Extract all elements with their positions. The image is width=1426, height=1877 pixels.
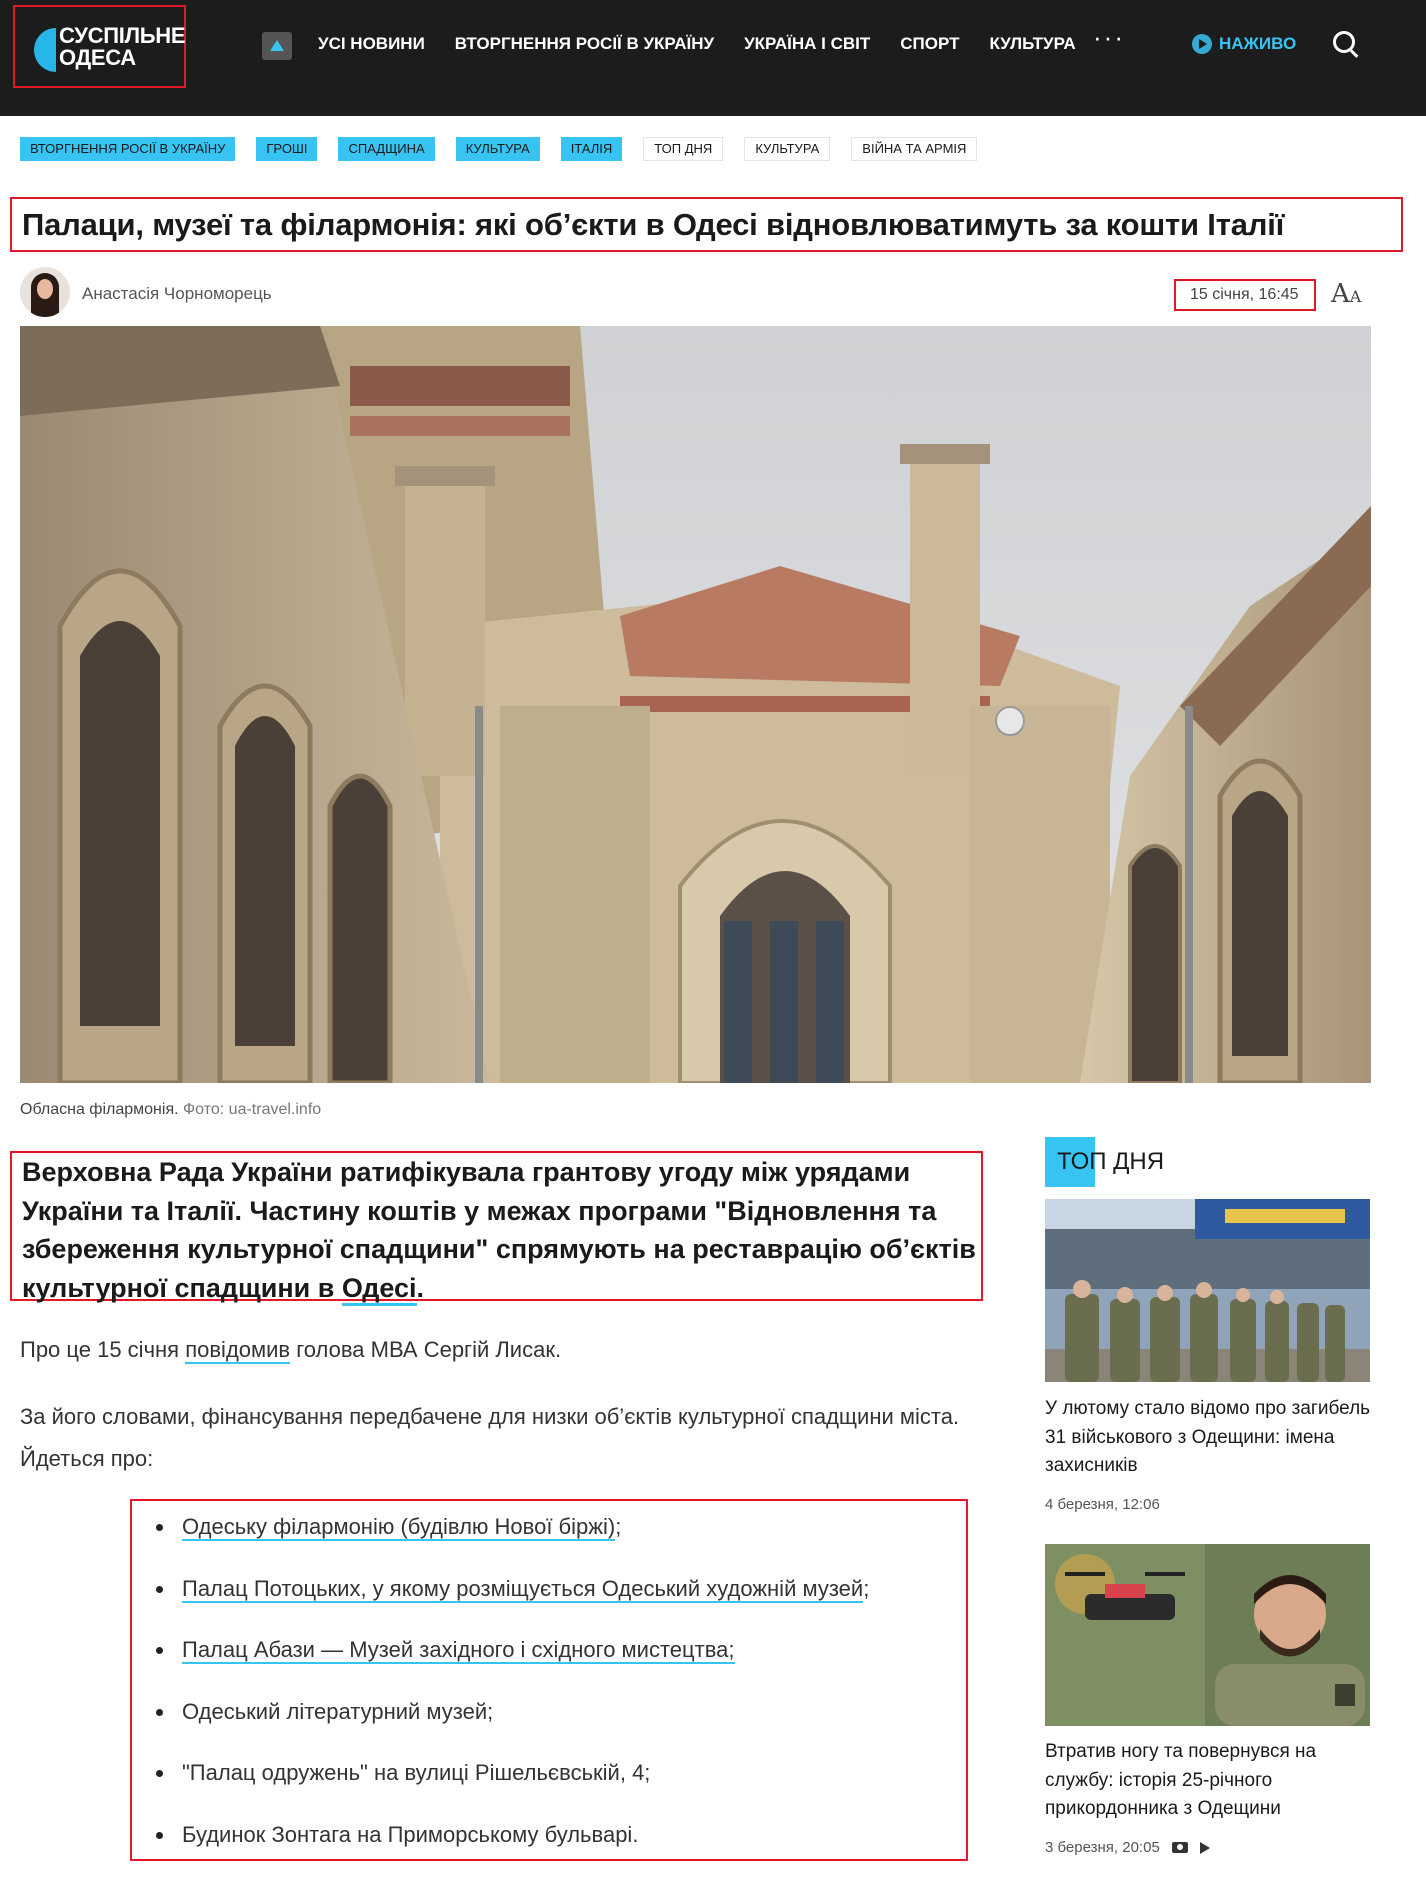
sidebar-heading	[1045, 1137, 1164, 1187]
list-item	[152, 1570, 869, 1632]
article-title: Палаци, музеї та філармонія: які об’єкти в Одесі відновлюватимуть за кошти Італії	[22, 207, 1284, 243]
tag-list	[20, 137, 998, 161]
author-avatar[interactable]	[20, 267, 70, 317]
sidebar-card-1-image[interactable]	[1045, 1199, 1370, 1382]
font-size-small: A	[1350, 287, 1362, 306]
list-item: "Палац одружень" на вулиці Рішельєвській, 4;	[152, 1754, 869, 1816]
list-item	[152, 1508, 869, 1570]
p1-text-after: голова МВА Сергій Лисак.	[290, 1337, 561, 1362]
play-icon	[1192, 34, 1212, 54]
sidebar-card-1-title[interactable]: У лютому стало відомо про загибель 31 військового з Одещини: імена захисників	[1045, 1395, 1375, 1481]
heritage-list-container	[130, 1499, 968, 1861]
tag-war-army[interactable]: ВІЙНА ТА АРМІЯ	[851, 137, 977, 161]
nav-item-sport[interactable]: СПОРТ	[900, 33, 959, 55]
logo-mark-icon	[34, 28, 56, 72]
sidebar-heading-text: ТОП ДНЯ	[1045, 1148, 1164, 1176]
lead-link-odesa[interactable]: Одесі	[342, 1273, 417, 1306]
article-lead	[22, 1153, 982, 1307]
sidebar-card-2-date: 3 березня, 20:05	[1045, 1839, 1160, 1856]
tag-culture[interactable]: КУЛЬТУРА	[456, 137, 540, 161]
paragraph-2: За його словами, фінансування передбачене для низки об’єктів культурної спадщини міста. Йдеться про:	[20, 1396, 970, 1480]
search-icon[interactable]	[1333, 31, 1355, 53]
article-date-container	[1174, 279, 1316, 311]
sidebar-card-2-title[interactable]: Втратив ногу та повернувся на службу: історія 25-річного прикордонника з Одещини	[1045, 1738, 1375, 1824]
link-abaza-palace[interactable]: Палац Абази — Музей західного і східного мистецтва;	[182, 1637, 735, 1664]
site-logo[interactable]	[13, 5, 186, 88]
tag-culture-2[interactable]: КУЛЬТУРА	[744, 137, 830, 161]
nav-item-ukraine-world[interactable]: УКРАЇНА І СВІТ	[744, 33, 870, 55]
caption-text: Обласна філармонія.	[20, 1101, 179, 1118]
up-arrow-icon[interactable]	[262, 32, 292, 60]
sidebar-card-2-image[interactable]	[1045, 1544, 1370, 1726]
list-item: Будинок Зонтага на Приморському бульварі.	[152, 1816, 869, 1877]
article-title-container	[10, 197, 1403, 252]
tag-heritage[interactable]: СПАДЩИНА	[338, 137, 434, 161]
live-label: НАЖИВО	[1219, 34, 1296, 54]
logo-text	[59, 25, 185, 69]
list-item	[152, 1631, 869, 1693]
hero-image	[20, 326, 1371, 1083]
lead-end: .	[417, 1273, 425, 1303]
heritage-list	[152, 1508, 869, 1877]
link-philharmonic[interactable]: Одеську філармонію (будівлю Нової біржі)	[182, 1514, 615, 1541]
play-icon	[1200, 1842, 1210, 1854]
nav-item-invasion[interactable]: ВТОРГНЕННЯ РОСІЇ В УКРАЇНУ	[455, 33, 714, 55]
caption-source: Фото: ua-travel.info	[183, 1101, 321, 1118]
logo-line-1: СУСПІЛЬНЕ	[59, 25, 185, 47]
p1-text-before: Про це 15 січня	[20, 1337, 185, 1362]
tag-invasion[interactable]: ВТОРГНЕННЯ РОСІЇ В УКРАЇНУ	[20, 137, 235, 161]
link-potocki-palace[interactable]: Палац Потоцьких, у якому розміщується Одеський художній музей	[182, 1576, 863, 1603]
paragraph-1	[20, 1329, 970, 1371]
tag-money[interactable]: ГРОШІ	[256, 137, 317, 161]
sidebar-card-2-date-row	[1045, 1839, 1210, 1856]
tag-italy[interactable]: ІТАЛІЯ	[561, 137, 623, 161]
sidebar-card-1-date: 4 березня, 12:06	[1045, 1496, 1160, 1513]
font-size-icon[interactable]	[1331, 280, 1361, 311]
link-reported[interactable]: повідомив	[185, 1337, 290, 1364]
list-suffix: ;	[863, 1576, 869, 1601]
font-size-large: A	[1331, 279, 1350, 309]
lead-text: Верховна Рада України ратифікувала грантову угоду між урядами України та Італії. Частину коштів у межах програми "Відновлення та збереження культурної спадщини" спрямують на реставрацію об’єктів культурної спадщини в	[22, 1157, 976, 1303]
live-button[interactable]	[1192, 34, 1296, 54]
image-caption	[20, 1101, 321, 1119]
list-item: Одеський літературний музей;	[152, 1693, 869, 1755]
nav-item-culture[interactable]: КУЛЬТУРА	[989, 33, 1075, 55]
camera-icon	[1172, 1842, 1188, 1853]
logo-line-2: ОДЕСА	[59, 47, 185, 69]
author-name[interactable]: Анастасія Чорноморець	[82, 284, 272, 304]
site-header	[0, 0, 1426, 116]
article-lead-container	[10, 1151, 983, 1301]
article-date: 15 січня, 16:45	[1190, 286, 1299, 304]
more-menu-button[interactable]: ···	[1093, 26, 1125, 48]
tag-top-day[interactable]: ТОП ДНЯ	[643, 137, 723, 161]
nav-item-all-news[interactable]: УСІ НОВИНИ	[318, 33, 425, 55]
main-nav	[318, 33, 1106, 55]
list-suffix: ;	[615, 1514, 621, 1539]
